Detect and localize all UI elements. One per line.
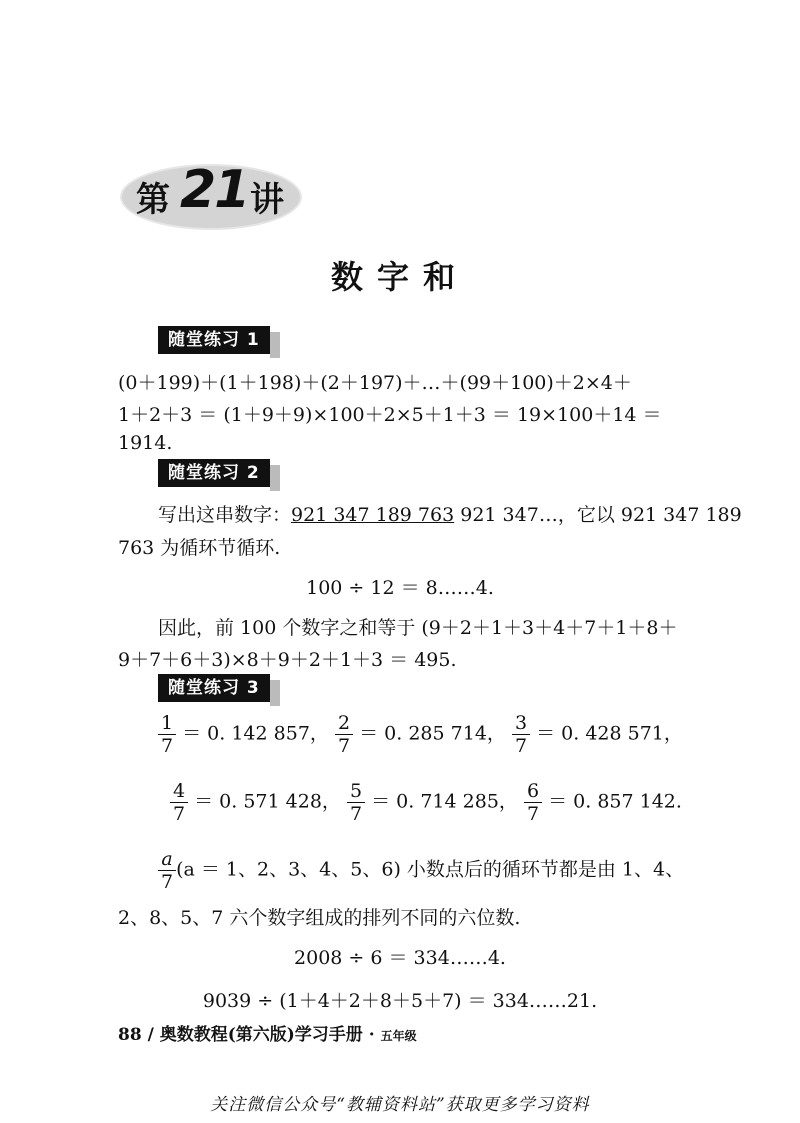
separator: ， [498, 790, 518, 813]
lecture-suffix: 讲 [250, 180, 284, 220]
s3-line-a [158, 848, 684, 893]
s2-line-2: 763 为循环节循环. [118, 537, 281, 559]
numerator: a [158, 848, 176, 871]
numerator: 5 [347, 780, 365, 803]
page-footer [118, 1020, 417, 1045]
s2-equation: 100 ÷ 12 ＝ 8……4. [306, 577, 494, 599]
numerator: 3 [512, 712, 530, 735]
section-3-label: 随堂练习 3 [158, 674, 270, 702]
denominator: 7 [514, 735, 528, 757]
decimal-value: ＝ 0. 428 571 [536, 722, 664, 745]
fraction [158, 712, 176, 757]
lecture-number: 21 [180, 160, 249, 220]
s2-line-4: 9＋7＋6＋3)×8＋9＋2＋1＋3 ＝ 495. [118, 649, 457, 671]
s3-line-b: 2、8、5、7 六个数字组成的排列不同的六位数. [118, 907, 521, 929]
section-2-label: 随堂练习 2 [158, 459, 270, 487]
s3-row-2 [170, 780, 682, 825]
denominator: 7 [526, 803, 540, 825]
lecture-prefix: 第 [136, 180, 170, 220]
watermark-text: 关注微信公众号“教辅资料站”获取更多学习资料 [210, 1095, 590, 1115]
fraction-a [158, 848, 176, 893]
numerator: 6 [524, 780, 542, 803]
s3-equation-1: 2008 ÷ 6 ＝ 334……4. [294, 947, 506, 969]
decimal-value: ＝ 0. 714 285 [371, 790, 499, 813]
separator: ， [486, 722, 506, 745]
fraction [335, 712, 353, 757]
fraction [170, 780, 188, 825]
numerator: 1 [158, 712, 176, 735]
denominator: 7 [161, 871, 174, 893]
section-1-label: 随堂练习 1 [158, 326, 270, 354]
fraction [512, 712, 530, 757]
s2-underlined-digits: 921 347 189 763 [291, 504, 455, 526]
separator: . [675, 790, 682, 813]
s2-line-1 [158, 500, 742, 527]
decimal-value: ＝ 0. 142 857 [182, 722, 310, 745]
s2-line-1-suffix: 921 347…，它以 921 347 189 [454, 504, 742, 526]
s2-line-3: 因此，前 100 个数字之和等于 (9＋2＋1＋3＋4＋7＋1＋8＋ [158, 617, 678, 639]
denominator: 7 [161, 735, 174, 757]
separator: ， [309, 722, 329, 745]
denominator: 7 [337, 735, 351, 757]
grade-label: 五年级 [380, 1029, 417, 1043]
s1-line-3: 1914. [118, 432, 173, 454]
s2-line-1-prefix: 写出这串数字： [158, 504, 292, 526]
fraction [524, 780, 542, 825]
s3-line-a-text: (a ＝ 1、2、3、4、5、6) 小数点后的循环节都是由 1、4、 [176, 858, 685, 881]
numerator: 2 [335, 712, 353, 735]
decimal-value: ＝ 0. 857 142 [548, 790, 676, 813]
s3-equation-2: 9039 ÷ (1＋4＋2＋8＋5＋7) ＝ 334……21. [202, 990, 598, 1012]
s1-line-2: 1＋2＋3 ＝ (1＋9＋9)×100＋2×5＋1＋3 ＝ 19×100＋14 ＝ [118, 404, 662, 426]
fraction [347, 780, 365, 825]
separator: ， [321, 790, 341, 813]
denominator: 7 [173, 803, 186, 825]
denominator: 7 [349, 803, 363, 825]
s1-line-1: (0＋199)＋(1＋198)＋(2＋197)＋…＋(99＋100)＋2×4＋ [118, 372, 632, 394]
page-title: 数字和 [330, 258, 469, 296]
decimal-value: ＝ 0. 285 714 [359, 722, 487, 745]
numerator: 4 [170, 780, 188, 803]
decimal-value: ＝ 0. 571 428 [194, 790, 322, 813]
s3-row-1 [158, 712, 683, 757]
book-title: 奥数教程(第六版)学习手册 · [159, 1025, 375, 1045]
separator: ， [663, 722, 683, 745]
page-number: 88 / [118, 1025, 154, 1045]
